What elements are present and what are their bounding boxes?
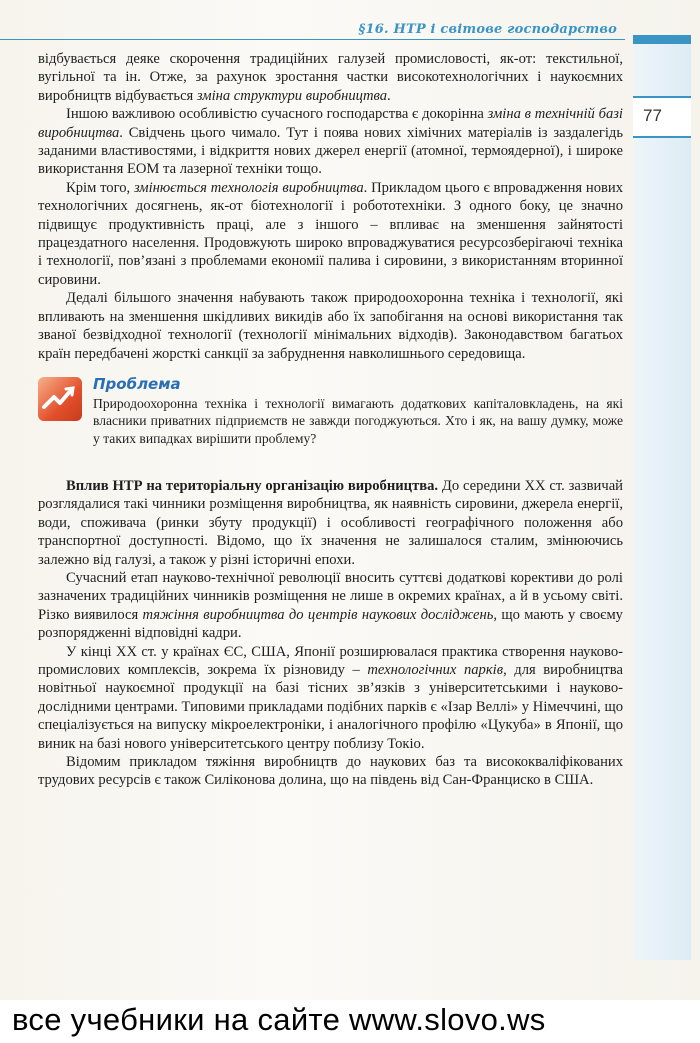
text-run: До середини ХХ ст. зазвичай розглядалися такі чинники розміщення виробництва, як наявність сировини, джерела енергії, води, споживача (ринки збуту продукції) і особливості географічного положення або транспортної доступності. Відомо, що їх значення не залишалося сталим, змінюючись залежно від галузі, а також у різні історичні епохи. [38,477,623,568]
text-run: . [387,87,391,104]
paragraph [38,643,623,753]
text-run: , для виробництва новітньої наукоємної продукції на базі тісних зв’язків з університетськими і науково-дослідними центрами. Типовими прикладами подібних парків є «Ізар Веллі» у Німеччині, що спеціалізується на випуску мікроелектроніки, і аналогічного профілю «Цукуба» в Японії, що виник на базі нового університетського центру поблизу Токіо. [38,661,623,752]
paragraph: Дедалі більшого значення набувають також природоохоронна техніка і технології, які впливають на зменшення шкідливих викидів або їх запобігання на основі використання так званої безвідходної технології (технології мінімальних відходів). Законодавством багатьох країн передбачені жорсткі санкції за забруднення навколишнього середовища. [38,290,623,362]
paragraph [38,179,623,289]
page-number: 77 [643,106,662,125]
section-title: §16. НТР і світове господарство [358,22,617,37]
paragraph [38,569,623,643]
text-run: Крім того, [66,179,134,196]
emphasis: тяжіння виробництва до центрів наукових досліджень [142,606,494,623]
text-run: . Прикладом цього є впровадження нових технологічних досягнень, як-от біотехнології і робототехніки. З одного боку, це значно підвищує продуктивність праці, але з іншого – впливає на зменшення зайнятості працездатного населення. Продовжують широко впроваджуватися ресурсозберігаючі техніка і технології, пов’язані з проблемами економії палива і сировини, з використанням вторинної сировини. [38,179,624,288]
bold-heading: Вплив НТР на територіальну організацію виробництва. [66,477,439,494]
text-run: , що мають у своєму розпорядженні відповідні кадри. [38,606,623,642]
text-run: Сучасний етап науково-технічної революції вносить суттєві додаткові корективи до ролі зазначених традиційних чинників розміщення не лише в окремих країнах, а й в усьому світі. Різко виявилося [38,569,623,623]
emphasis: зміна в технічній базі виробництва [38,106,623,141]
text-run: Іншою важливою особливістю сучасного господарства є докорінна [66,106,488,123]
paragraph: Відомим прикладом тяжіння виробництв до наукових баз та висококваліфікованих трудових ресурсів є також Силіконова долина, що на південь від Сан-Франциско в США. [38,754,623,789]
problem-text: Природоохоронна техніка і технології вимагають додаткових капіталовкладень, на які власники приватних підприємств не завжди погоджуються. Хто і як, на вашу думку, може у таких випадках вирішити проблему? [93,395,623,446]
problem-box [38,373,623,467]
page-number-box [633,96,691,138]
emphasis: зміна структури виробництва [196,87,388,104]
paragraph [38,50,623,105]
main-text [38,50,623,790]
problem-title: Проблема [93,374,181,393]
text-run: відбувається деяке скорочення традиційних галузей промисловості, як-от: текстильної, вугільної та ін. Отже, за рахунок зростання частки високотехнологічних і наукоємних виробництв відбувається [38,51,623,104]
problem-icon [38,377,82,421]
header-rule [0,39,625,40]
text-run: У кінці ХХ ст. у країнах ЄС, США, Японії розширювалася практика створення науково-промислових комплексів, зокрема їх різновиду – [38,643,623,678]
margin-strip [633,40,691,960]
text-run: . Свідчень цього чимало. Тут і поява нових хімічних матеріалів із заздалегідь заданими властивостями, і відкриття нових джерел енергії (атомної, термоядерної), і широке використання ЕОМ та лазерної техніки тощо. [38,124,623,178]
paragraph [38,105,623,179]
emphasis: змінюється технологія виробництва [133,179,364,196]
footer-banner [0,1000,700,1043]
emphasis: технологічних парків [367,661,504,678]
footer-text: все учебники на сайте www.slovo.ws [12,1002,546,1037]
header-accent-bar [633,35,691,44]
paragraph [38,477,623,569]
